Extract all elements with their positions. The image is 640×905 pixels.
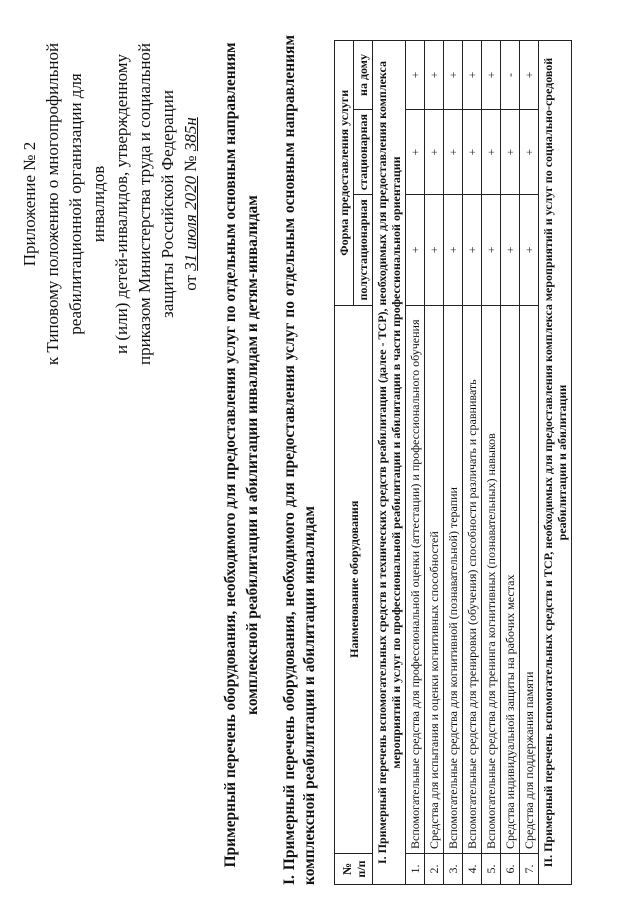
appendix-line: и (или) детей-инвалидов, утвержденному xyxy=(112,54,131,354)
appendix-line: реабилитационной организации для инвалидов xyxy=(66,73,108,335)
table-cell-a: + xyxy=(463,195,482,305)
handwritten-number: 385н xyxy=(181,117,200,152)
table-cell-name: Средства для поддержания памяти xyxy=(520,305,539,853)
table-cell-b: + xyxy=(482,110,501,195)
table-cell-a: + xyxy=(482,195,501,305)
appendix-block xyxy=(18,39,202,369)
table-cell-c: + xyxy=(463,41,482,110)
table-cell-c: + xyxy=(406,41,425,110)
table-cell-b: + xyxy=(406,110,425,195)
table-cell-name: Средства индивидуальной защиты на рабочих местах xyxy=(501,305,520,853)
header-num: № п/п xyxy=(335,854,373,885)
rotated-document-page xyxy=(18,15,628,895)
date-prefix: от xyxy=(181,275,200,291)
appendix-date-line xyxy=(179,39,202,369)
table-cell-n: 3. xyxy=(444,854,463,885)
number-prefix: № xyxy=(181,155,200,172)
table-cell-n: 7. xyxy=(520,854,539,885)
document-title: Примерный перечень оборудования, необходимого для предоставления услуг по отдельным основным направлениям комплексной реабилитации и абилитации инвалидам и детям-инвалидам xyxy=(222,42,261,868)
table-row xyxy=(463,41,482,885)
table-cell-c: - xyxy=(501,41,520,110)
appendix-line: защиты Российской Федерации xyxy=(158,90,177,318)
table-cell-n: 5. xyxy=(482,854,501,885)
table-cell-b: + xyxy=(425,110,444,195)
table-cell-name: Вспомогательные средства для тренировки (обучения) способности различать и сравнивать xyxy=(463,305,482,853)
table-cell-name: Вспомогательные средства для когнитивной (познавательной) терапии xyxy=(444,305,463,853)
table-cell-c: + xyxy=(444,41,463,110)
table-section-2: II. Примерный перечень вспомогательных средств и ТСР, необходимых для предоставления комплекса мероприятий и услуг по социально-средовой реабилитации и абилитации xyxy=(539,41,572,885)
header-semi-stationary: полустационарная xyxy=(354,195,373,305)
header-home: на дому xyxy=(354,41,373,110)
table-cell-name: Вспомогательные средства для профессиональной оценки (аттестации) и профессионального обучения xyxy=(406,305,425,853)
table-row xyxy=(501,41,520,885)
section-title: I. Примерный перечень оборудования, необходимого для предоставления услуг по отдельным основным направлениям комплексной реабилитации и абилитации инвалидам xyxy=(281,35,318,885)
table-cell-n: 2. xyxy=(425,854,444,885)
table-cell-c: + xyxy=(482,41,501,110)
table-row xyxy=(520,41,539,885)
table-cell-a: + xyxy=(520,195,539,305)
table-cell-a: + xyxy=(501,195,520,305)
table-cell-n: 6. xyxy=(501,854,520,885)
header-name: Наименование оборудования xyxy=(335,305,373,853)
table-cell-b: + xyxy=(444,110,463,195)
header-stationary: стационарная xyxy=(354,110,373,195)
table-section-1: I. Примерный перечень вспомогательных средств и технических средств реабилитации (далее - ТСР), необходимых для предоставления комплекса мероприятий и услуг по профессиональной реабилитации и абилитации в части профессиональной ориентации xyxy=(373,41,406,885)
table-cell-b: + xyxy=(463,110,482,195)
table-row xyxy=(444,41,463,885)
table-row xyxy=(482,41,501,885)
table-cell-c: + xyxy=(520,41,539,110)
table-cell-a: + xyxy=(444,195,463,305)
table-cell-b: + xyxy=(501,110,520,195)
handwritten-date: 31 июля 2020 xyxy=(181,175,200,271)
table-cell-c: + xyxy=(425,41,444,110)
table-cell-name: Вспомогательные средства для тренинга когнитивных (познавательных) навыков xyxy=(482,305,501,853)
appendix-line: к Типовому положению о многопрофильной xyxy=(43,42,62,366)
equipment-table xyxy=(334,40,572,885)
header-form: Форма предоставления услуги xyxy=(335,41,354,306)
appendix-line: приказом Министерства труда и социальной xyxy=(135,42,154,366)
table-cell-b: + xyxy=(520,110,539,195)
table-row xyxy=(406,41,425,885)
table-cell-name: Средства для испытания и оценки когнитивных способностей xyxy=(425,305,444,853)
table-cell-n: 1. xyxy=(406,854,425,885)
table-cell-a: + xyxy=(406,195,425,305)
table-cell-a: + xyxy=(425,195,444,305)
table-cell-n: 4. xyxy=(463,854,482,885)
table-row xyxy=(425,41,444,885)
appendix-title: Приложение № 2 xyxy=(20,141,39,267)
